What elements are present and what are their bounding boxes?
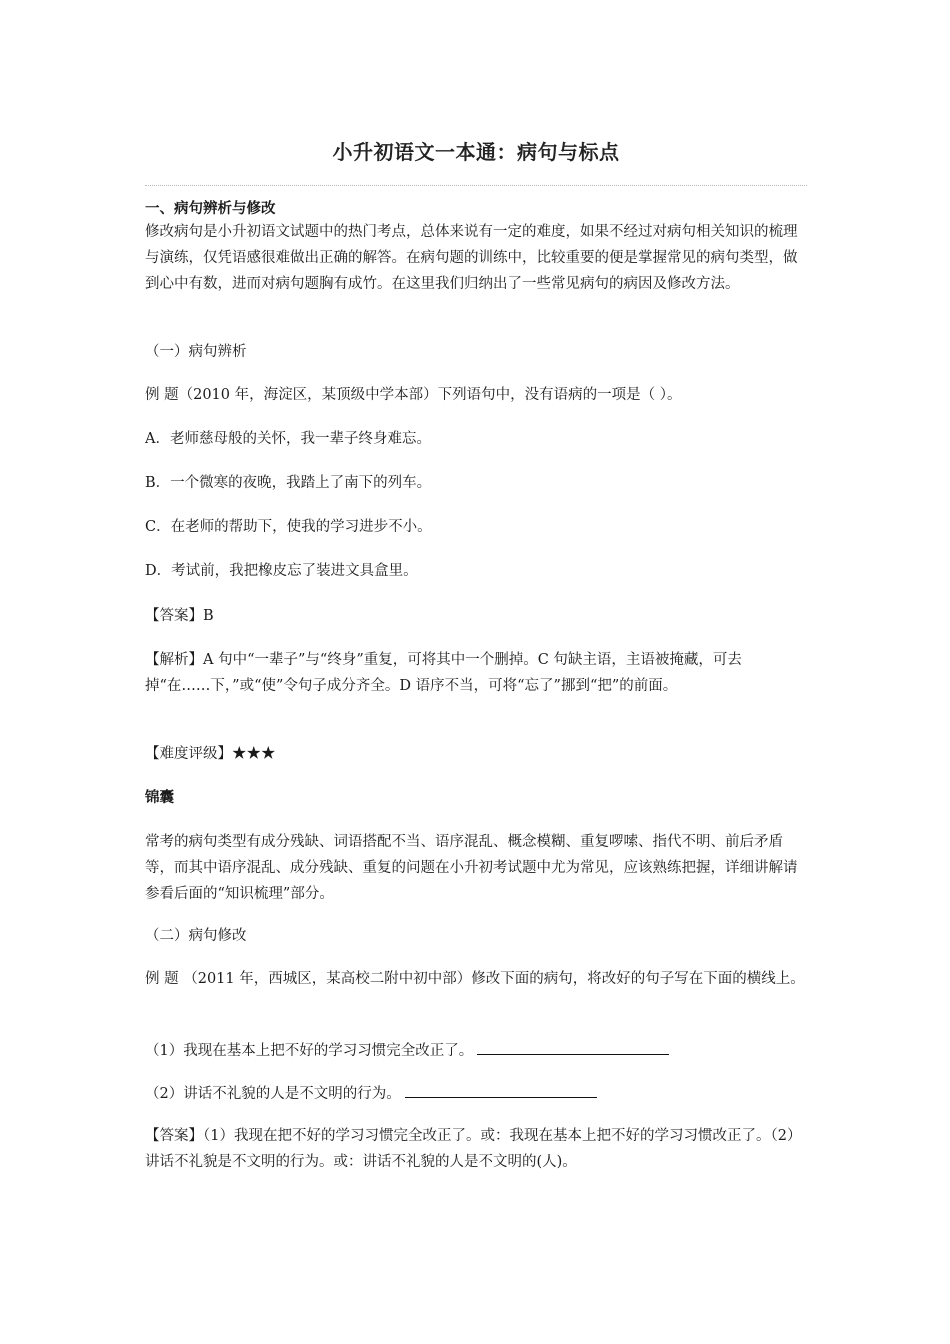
analysis-paragraph: 【解析】A 句中“一辈子”与“终身”重复，可将其中一个删掉。C 句缺主语，主语被掩藏，可去掉“在……下，”或“使”令句子成分齐全。D 语序不当，可将“忘了”挪到“把”的前面。 xyxy=(145,652,742,694)
option-b: B．一个微寒的夜晚，我踏上了南下的列车。 xyxy=(145,475,432,491)
exercise-item-2-text: （2）讲话不礼貌的人是不文明的行为。 xyxy=(145,1086,401,1102)
example-question: 例 题（2010 年，海淀区，某顶级中学本部）下列语句中，没有语病的一项是（ ）。 xyxy=(145,387,682,403)
exercise-item-1 xyxy=(145,1036,807,1064)
subheading-identify: （一）病句辨析 xyxy=(145,344,247,360)
answer-line: 【答案】B xyxy=(145,608,214,624)
exercise-item-2 xyxy=(145,1079,807,1107)
option-c: C．在老师的帮助下，使我的学习进步不小。 xyxy=(145,519,432,535)
subheading-revise: （二）病句修改 xyxy=(145,928,247,944)
tips-heading: 锦囊 xyxy=(145,790,174,806)
tips-paragraph: 常考的病句类型有成分残缺、词语搭配不当、语序混乱、概念模糊、重复啰嗦、指代不明、前后矛盾等，而其中语序混乱、成分残缺、重复的问题在小升初考试题中尤为常见，应该熟练把握，详细讲解请参看后面的“知识梳理”部分。 xyxy=(145,834,798,902)
section-heading: 一、病句辨析与修改 xyxy=(145,201,276,217)
difficulty-rating: 【难度评级】★★★ xyxy=(145,746,276,762)
option-d: D．考试前，我把橡皮忘了装进文具盒里。 xyxy=(145,563,418,579)
answer-blank-2[interactable] xyxy=(405,1079,597,1098)
section-intro-paragraph: 修改病句是小升初语文试题中的热门考点，总体来说有一定的难度，如果不经过对病句相关知识的梳理与演练，仅凭语感很难做出正确的解答。在病句题的训练中，比较重要的便是掌握常见的病句类型，做到心中有数，进而对病句题胸有成竹。在这里我们归纳出了一些常见病句的病因及修改方法。 xyxy=(145,224,798,292)
example-question-2: 例 题 （2011 年，西城区，某高校二附中初中部）修改下面的病句，将改好的句子写在下面的横线上。 xyxy=(145,971,805,987)
answer-paragraph-2: 【答案】（1）我现在把不好的学习习惯完全改正了。或：我现在基本上把不好的学习习惯改正了。（2）讲话不礼貌是不文明的行为。或：讲话不礼貌的人是不文明的(人)。 xyxy=(145,1128,802,1170)
answer-blank-1[interactable] xyxy=(477,1036,669,1055)
option-a: A．老师慈母般的关怀，我一辈子终身难忘。 xyxy=(145,431,431,447)
exercise-item-1-text: （1）我现在基本上把不好的学习习惯完全改正了。 xyxy=(145,1043,474,1059)
title-divider xyxy=(145,185,807,186)
page-title: 小升初语文一本通：病句与标点 xyxy=(332,140,620,164)
